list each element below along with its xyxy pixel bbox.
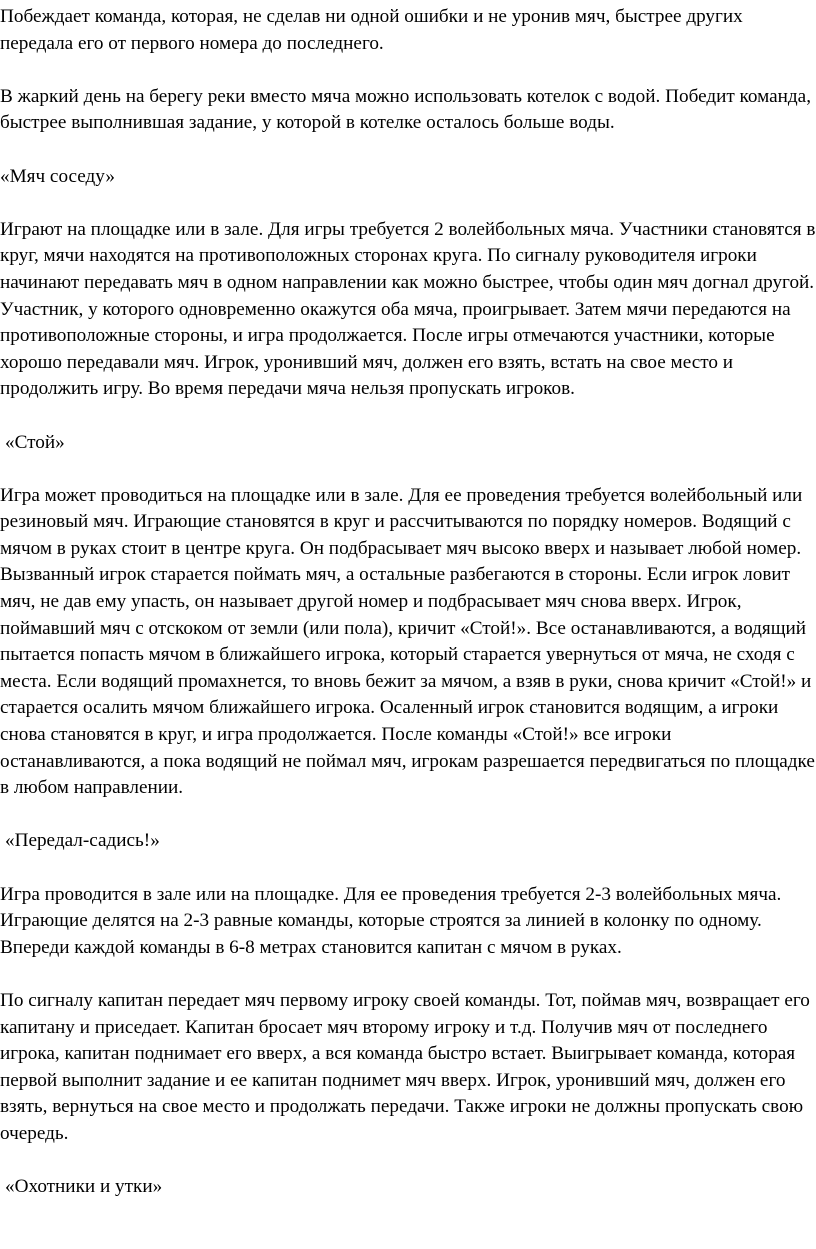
paragraph-stop-rules: Игра может проводиться на площадке или в зале. Для ее проведения требуется волейбольный или резиновый мяч. Играющие становятся в круг и рассчитываются по порядку номеров. Водящий с мячом в руках стоит в центре круга. Он подбрасывает мяч высоко вверх и называет любой номер. Вызванный игрок старается поймать мяч, а остальные разбегаются в стороны. Если игрок ловит мяч, не дав ему упасть, он называет другой номер и подбрасывает мяч снова вверх. Игрок, поймавший мяч с отскоком от земли (или пола), кричит «Стой!». Все останавливаются, а водящий пытается попасть мячом в ближайшего игрока, который старается увернуться от мяча, не сходя с места. Если водящий промахнется, то вновь бежит за мячом, а взяв в руки, снова кричит «Стой!» и старается осалить мячом ближайшего игрока. Осаленный игрок становится водящим, а игроки снова становятся в круг, и игра продолжается. После команды «Стой!» все игроки останавливаются, а пока водящий не поймал мяч, игрокам разрешается передвигаться по площадке в любом направлении. — [0, 484, 815, 799]
paragraph-hot-day-pot: В жаркий день на берегу реки вместо мяча можно использовать котелок с водой. Победит команда, быстрее выполнившая задание, у которой в котелке осталось больше воды. — [0, 85, 811, 134]
heading-hunters-and-ducks: «Охотники и утки» — [5, 1176, 163, 1198]
document-page — [0, 4, 816, 1227]
paragraph-pass-sit-setup: Игра проводится в зале или на площадке. Для ее проведения требуется 2-3 волейбольных мяча. Играющие делятся на 2-3 равные команды, которые строятся за линией в колонку по одному. Впереди каждой команды в 6-8 метрах становится капитан с мячом в руках. — [0, 883, 782, 958]
paragraph-pass-sit-rules: По сигналу капитан передает мяч первому игроку своей команды. Тот, поймав мяч, возвращает его капитану и приседает. Капитан бросает мяч второму игроку и т.д. Получив мяч от последнего игрока, капитан поднимает его вверх, а вся команда быстро встает. Выигрывает команда, которая первой выполнит задание и ее капитан поднимет мяч вверх. Игрок, уронивший мяч, должен его взять, вернуться на свое место и продолжать передачи. Также игроки не должны пропускать свою очередь. — [0, 989, 810, 1144]
heading-ball-to-neighbor: «Мяч соседу» — [0, 165, 115, 187]
heading-stop: «Стой» — [5, 431, 65, 453]
paragraph-winning-team: Побеждает команда, которая, не сделав ни одной ошибки и не уронив мяч, быстрее других передала его от первого номера до последнего. — [0, 6, 743, 54]
heading-pass-sit: «Передал-садись!» — [5, 830, 160, 852]
paragraph-ball-to-neighbor-rules: Играют на площадке или в зале. Для игры требуется 2 волейбольных мяча. Участники становятся в круг, мячи находятся на противоположных сторонах круга. По сигналу руководителя игроки начинают передавать мяч в одном направлении как можно быстрее, чтобы один мяч догнал другой. Участник, у которого одновременно окажутся оба мяча, проигрывает. Затем мячи передаются на противоположные стороны, и игра продолжается. После игры отмечаются участники, которые хорошо передавали мяч. Игрок, уронивший мяч, должен его взять, встать на свое место и продолжить игру. Во время передачи мяча нельзя пропускать игроков. — [0, 218, 816, 400]
